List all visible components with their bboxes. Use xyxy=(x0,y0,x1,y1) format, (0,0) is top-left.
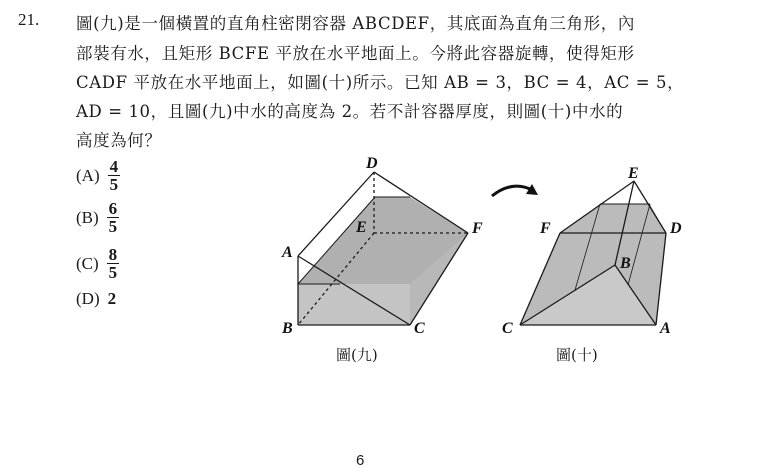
option-b-denominator: 5 xyxy=(108,217,118,236)
figure-10-vertex-D: D xyxy=(670,220,682,237)
figure-9-caption: 圖(九) xyxy=(336,346,378,364)
option-d-label: (D) xyxy=(76,289,100,308)
option-a-denominator: 5 xyxy=(109,175,119,194)
option-b-numerator: 6 xyxy=(108,199,118,218)
figure-10-vertex-E: E xyxy=(628,165,639,182)
figure-10-vertex-C: C xyxy=(502,320,513,337)
figure-10-vertex-B: B xyxy=(620,255,631,272)
option-d-value: 2 xyxy=(107,289,117,308)
question-line-1: 圖(九)是一個橫置的直角柱密閉容器 ABCDEF，其底面為直角三角形，內 xyxy=(76,14,635,33)
curved-arrow-icon xyxy=(492,184,538,196)
question-line-2: 部裝有水，且矩形 BCFE 平放在水平地面上。今將此容器旋轉，使得矩形 xyxy=(76,44,635,63)
figure-9-vertex-B: B xyxy=(282,320,293,337)
figure-10-vertex-A: A xyxy=(660,320,671,337)
figure-9-vertex-F: F xyxy=(472,220,483,237)
option-a-numerator: 4 xyxy=(109,157,119,176)
question-line-5: 高度為何？ xyxy=(76,131,162,150)
figure-9-vertex-C: C xyxy=(414,320,425,337)
figure-9-vertex-E: E xyxy=(356,219,367,236)
figure-9-prism xyxy=(281,155,483,337)
figure-9-vertex-A: A xyxy=(282,244,293,261)
question-number: 21. xyxy=(18,10,40,29)
figure-10-vertex-F: F xyxy=(540,220,551,237)
figure-10-caption: 圖(十) xyxy=(556,346,598,364)
option-a-label: (A) xyxy=(76,165,100,185)
option-c-numerator: 8 xyxy=(108,245,118,264)
page-number: 6 xyxy=(356,452,365,469)
option-c-label: (C) xyxy=(76,253,99,273)
option-b-label: (B) xyxy=(76,207,99,227)
question-line-4: AD = 10，且圖(九)中水的高度為 2。若不計容器厚度，則圖(十)中水的 xyxy=(76,102,624,121)
question-line-3: CADF 平放在水平地面上，如圖(十)所示。已知 AB = 3，BC = 4，AC = 5， xyxy=(76,73,685,92)
option-c-denominator: 5 xyxy=(108,263,118,282)
figure-9-vertex-D: D xyxy=(366,155,378,172)
